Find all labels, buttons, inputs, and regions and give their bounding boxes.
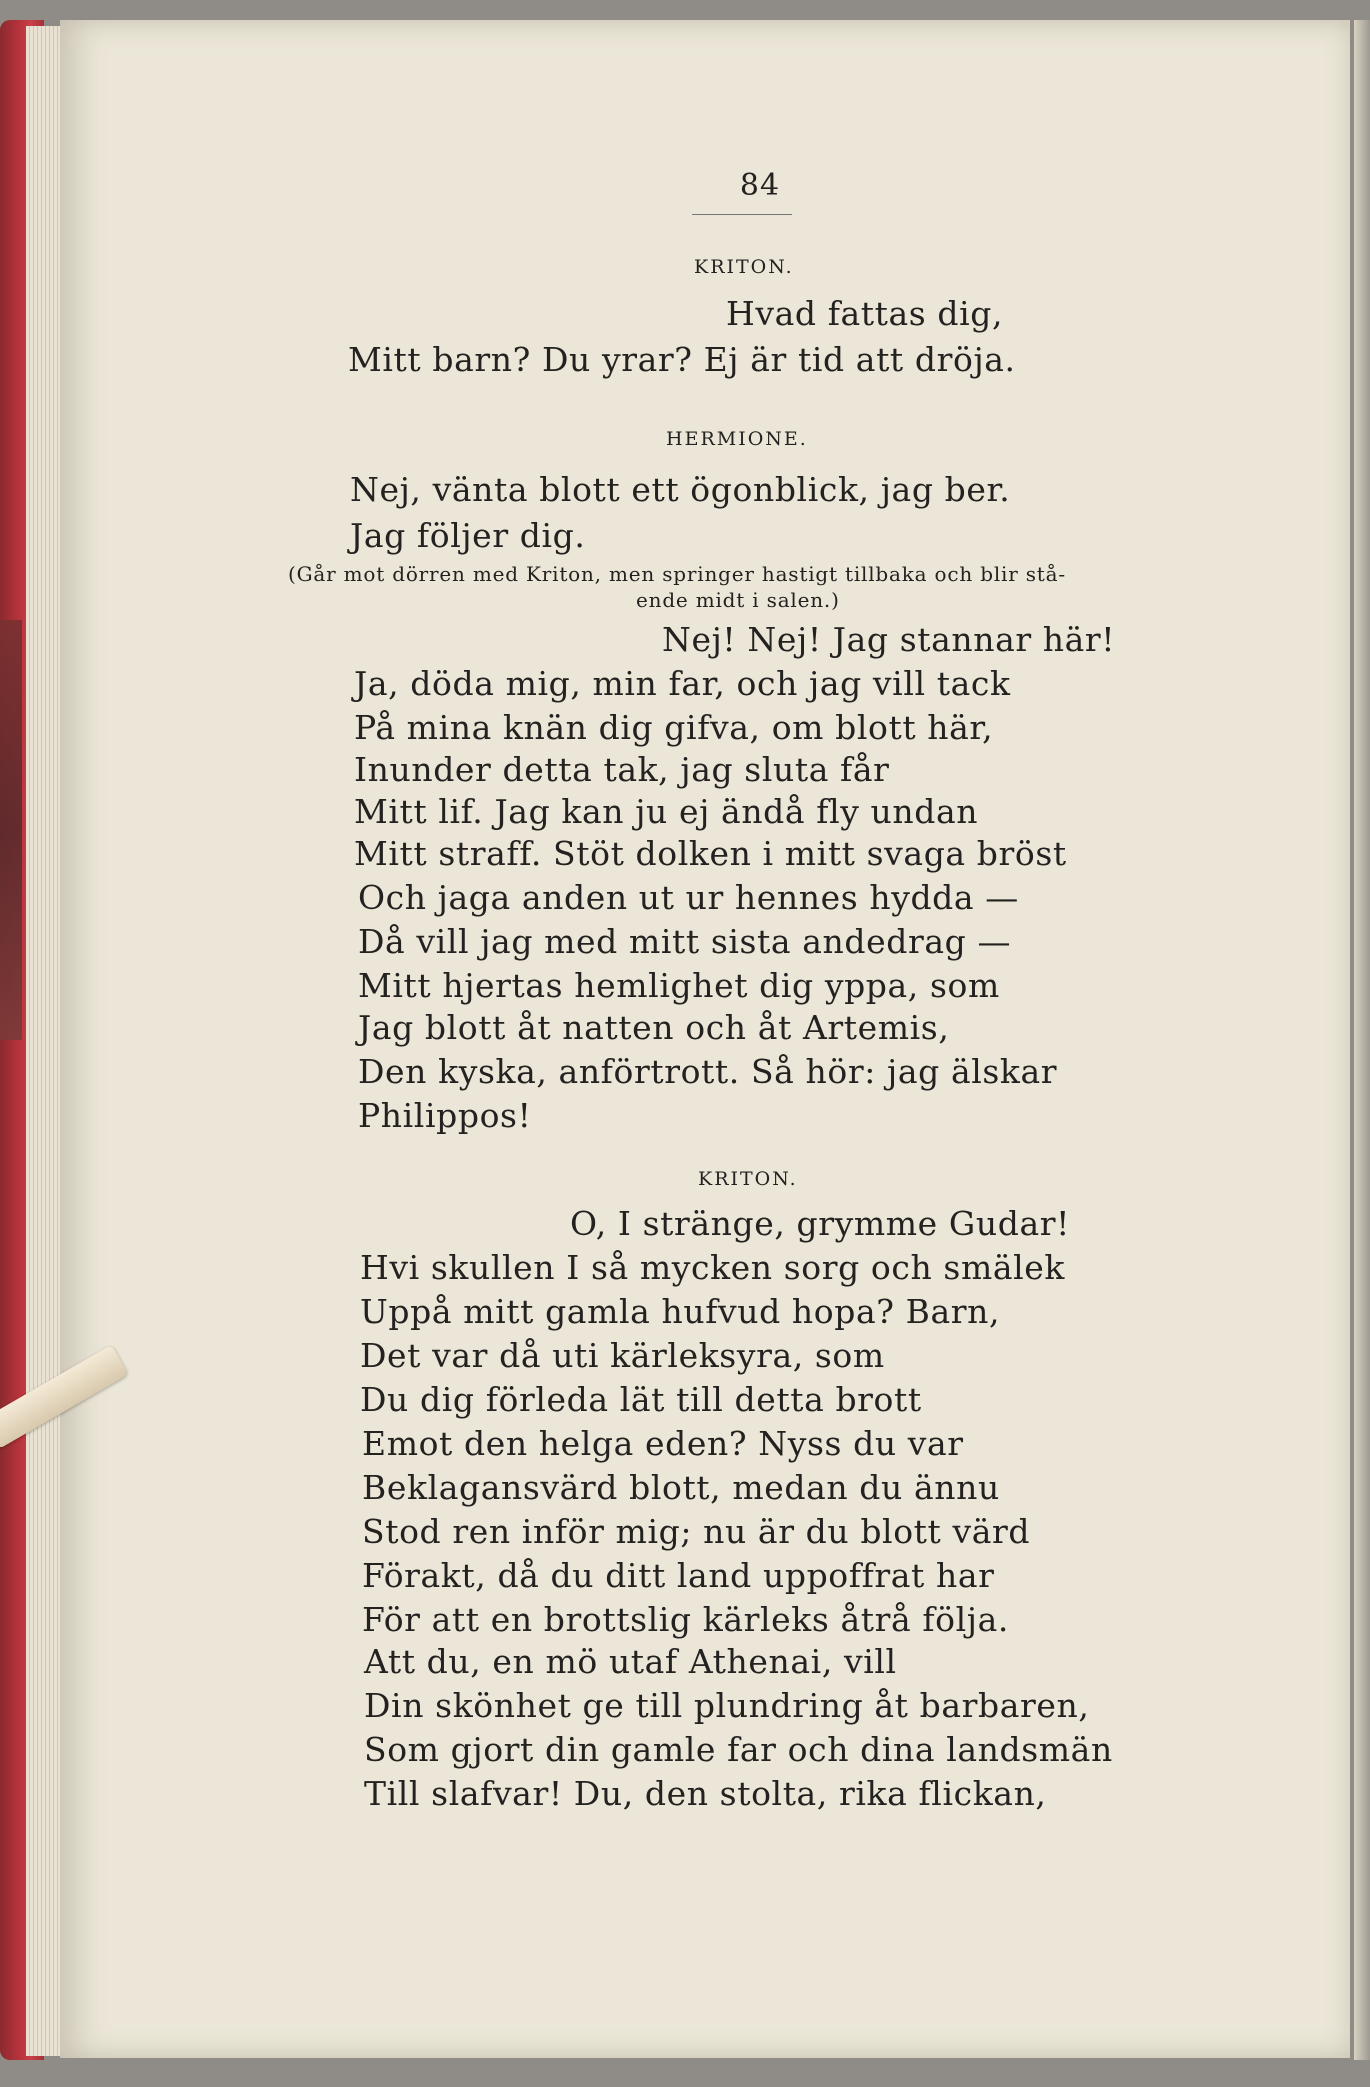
- verse-line: Ja, döda mig, min far, och jag vill tack: [354, 664, 1011, 703]
- verse-line: Du dig förleda lät till detta brott: [360, 1380, 922, 1419]
- verse-line: Philippos!: [358, 1096, 532, 1135]
- verse-line: Nej! Nej! Jag stannar här!: [662, 620, 1116, 659]
- verse-line: För att en brottslig kärleks åtrå följa.: [362, 1600, 1009, 1639]
- verse-line: Jag blott åt natten och åt Artemis,: [358, 1008, 950, 1047]
- verse-line: Mitt barn? Du yrar? Ej är tid att dröja.: [348, 340, 1016, 379]
- speaker-kriton: KRITON.: [698, 1168, 798, 1190]
- verse-line: Att du, en mö utaf Athenai, vill: [364, 1642, 897, 1681]
- verse-line: Uppå mitt gamla hufvud hopa? Barn,: [360, 1292, 1001, 1331]
- stage-direction: (Går mot dörren med Kriton, men springer hastigt tillbaka och blir stå-: [288, 562, 1066, 586]
- page-number: 84: [739, 168, 781, 203]
- verse-line: Inunder detta tak, jag sluta får: [354, 750, 890, 789]
- verse-line: Mitt hjertas hemlighet dig yppa, som: [358, 966, 1000, 1005]
- verse-line: Jag följer dig.: [350, 516, 586, 555]
- verse-line: Hvi skullen I så mycken sorg och smälek: [360, 1248, 1066, 1287]
- verse-line: Mitt lif. Jag kan ju ej ändå fly undan: [354, 792, 979, 831]
- verse-line: Beklagansvärd blott, medan du ännu: [362, 1468, 1000, 1507]
- verse-line: Då vill jag med mitt sista andedrag —: [358, 922, 1012, 961]
- verse-line: På mina knän dig gifva, om blott här,: [354, 708, 994, 747]
- verse-line: Hvad fattas dig,: [726, 294, 1004, 333]
- verse-line: Din skönhet ge till plundring åt barbaren,: [364, 1686, 1090, 1725]
- speaker-kriton: KRITON.: [694, 256, 794, 278]
- verse-line: Som gjort din gamle far och dina landsmän: [364, 1730, 1113, 1769]
- stage-direction: ende midt i salen.): [636, 588, 840, 612]
- verse-line: Stod ren inför mig; nu är du blott värd: [362, 1512, 1031, 1551]
- verse-line: Till slafvar! Du, den stolta, rika flickan,: [364, 1774, 1047, 1813]
- verse-line: Emot den helga eden? Nyss du var: [362, 1424, 964, 1463]
- verse-line: Förakt, då du ditt land uppoffrat har: [362, 1556, 995, 1595]
- verse-line: Och jaga anden ut ur hennes hydda —: [358, 878, 1019, 917]
- verse-line: Mitt straff. Stöt dolken i mitt svaga bröst: [354, 834, 1067, 873]
- verse-line: Den kyska, anförtrott. Så hör: jag älskar: [358, 1052, 1058, 1091]
- speaker-hermione: HERMIONE.: [666, 428, 808, 450]
- verse-line: O, I stränge, grymme Gudar!: [570, 1204, 1070, 1243]
- verse-line: Nej, vänta blott ett ögonblick, jag ber.: [350, 470, 1011, 509]
- verse-line: Det var då uti kärleksyra, som: [360, 1336, 885, 1375]
- page-number-rule: [692, 214, 792, 215]
